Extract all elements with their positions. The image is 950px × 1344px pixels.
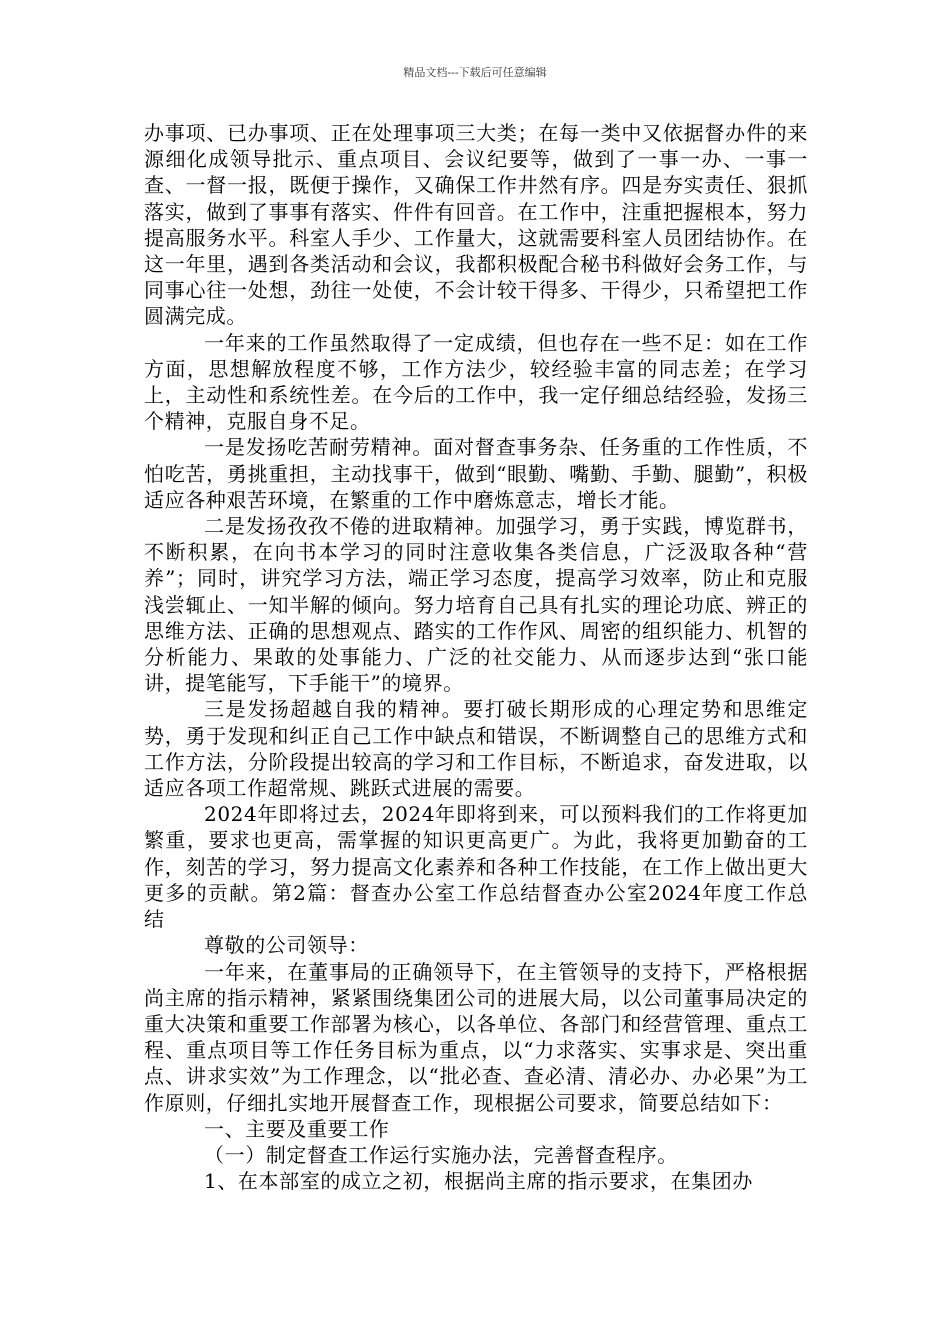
- paragraph-2: 一年来的工作虽然取得了一定成绩，但也存在一些不足：如在工作方面，思想解放程度不够，工作方法少，较经验丰富的同志差；在学习上，主动性和系统性差。在今后的工作中，我一定仔细总结经验，发扬三个精神，克服自身不足。: [144, 330, 808, 434]
- paragraph-4: 二是发扬孜孜不倦的进取精神。加强学习，勇于实践，博览群书，不断积累，在向书本学习的同时注意收集各类信息，广泛汲取各种“营养”；同时，讲究学习方法，端正学习态度，提高学习效率，防止和克服浅尝辄止、一知半解的倾向。努力培育自己具有扎实的理论功底、辨正的思维方法、正确的思想观点、踏实的工作作风、周密的组织能力、机智的分析能力、果敢的处事能力、广泛的社交能力、从而逐步达到“张口能讲，提笔能写，下手能干”的境界。: [144, 514, 808, 696]
- document-body: [144, 120, 808, 1194]
- paragraph-5: 三是发扬超越自我的精神。要打破长期形成的心理定势和思维定势，勇于发现和纠正自己工作中缺点和错误，不断调整自己的思维方式和工作方法，分阶段提出较高的学习和工作目标，不断追求，奋发进取，以适应各项工作超常规、跳跃式进展的需要。: [144, 697, 808, 801]
- paragraph-8: 1、在本部室的成立之初，根据尚主席的指示要求，在集团办: [204, 1169, 753, 1194]
- section-heading: 一、主要及重要工作: [204, 1116, 390, 1141]
- paragraph-1: 办事项、已办事项、正在处理事项三大类；在每一类中又依据督办件的来源细化成领导批示、重点项目、会议纪要等，做到了一事一办、一事一查、一督一报，既便于操作，又确保工作井然有序。四是夯实责任、狠抓落实，做到了事事有落实、件件有回音。在工作中，注重把握根本，努力提高服务水平。科室人手少、工作量大，这就需要科室人员团结协作。在这一年里，遇到各类活动和会议，我都积极配合秘书科做好会务工作，与同事心往一处想，劲往一处使，不会计较干得多、干得少，只希望把工作圆满完成。: [144, 121, 808, 329]
- paragraph-6: 2024年即将过去，2024年即将到来，可以预料我们的工作将更加繁重，要求也更高，需掌握的知识更高更广。为此，我将更加勤奋的工作，刻苦的学习，努力提高文化素养和各种工作技能，在工作上做出更大更多的贡献。第2篇：督查办公室工作总结督查办公室2024年度工作总结: [144, 802, 808, 932]
- subsection-heading: （一）制定督查工作运行实施办法，完善督查程序。: [204, 1142, 678, 1167]
- page-header: 精品文档---下载后可任意编辑: [403, 66, 547, 79]
- salutation: 尊敬的公司领导：: [204, 933, 369, 958]
- paragraph-7: 一年来，在董事局的正确领导下，在主管领导的支持下，严格根据尚主席的指示精神，紧紧围绕集团公司的进展大局，以公司董事局决定的重大决策和重要工作部署为核心，以各单位、各部门和经营管理、重点工程、重点项目等工作任务目标为重点，以“力求落实、实事求是、突出重点、讲求实效”为工作理念，以“批必查、查必清、清必办、办必果”为工作原则，仔细扎实地开展督查工作，现根据公司要求，简要总结如下：: [144, 959, 808, 1115]
- paragraph-3: 一是发扬吃苦耐劳精神。面对督查事务杂、任务重的工作性质，不怕吃苦，勇挑重担，主动找事干，做到“眼勤、嘴勤、手勤、腿勤”，积极适应各种艰苦环境，在繁重的工作中磨炼意志，增长才能。: [144, 435, 808, 512]
